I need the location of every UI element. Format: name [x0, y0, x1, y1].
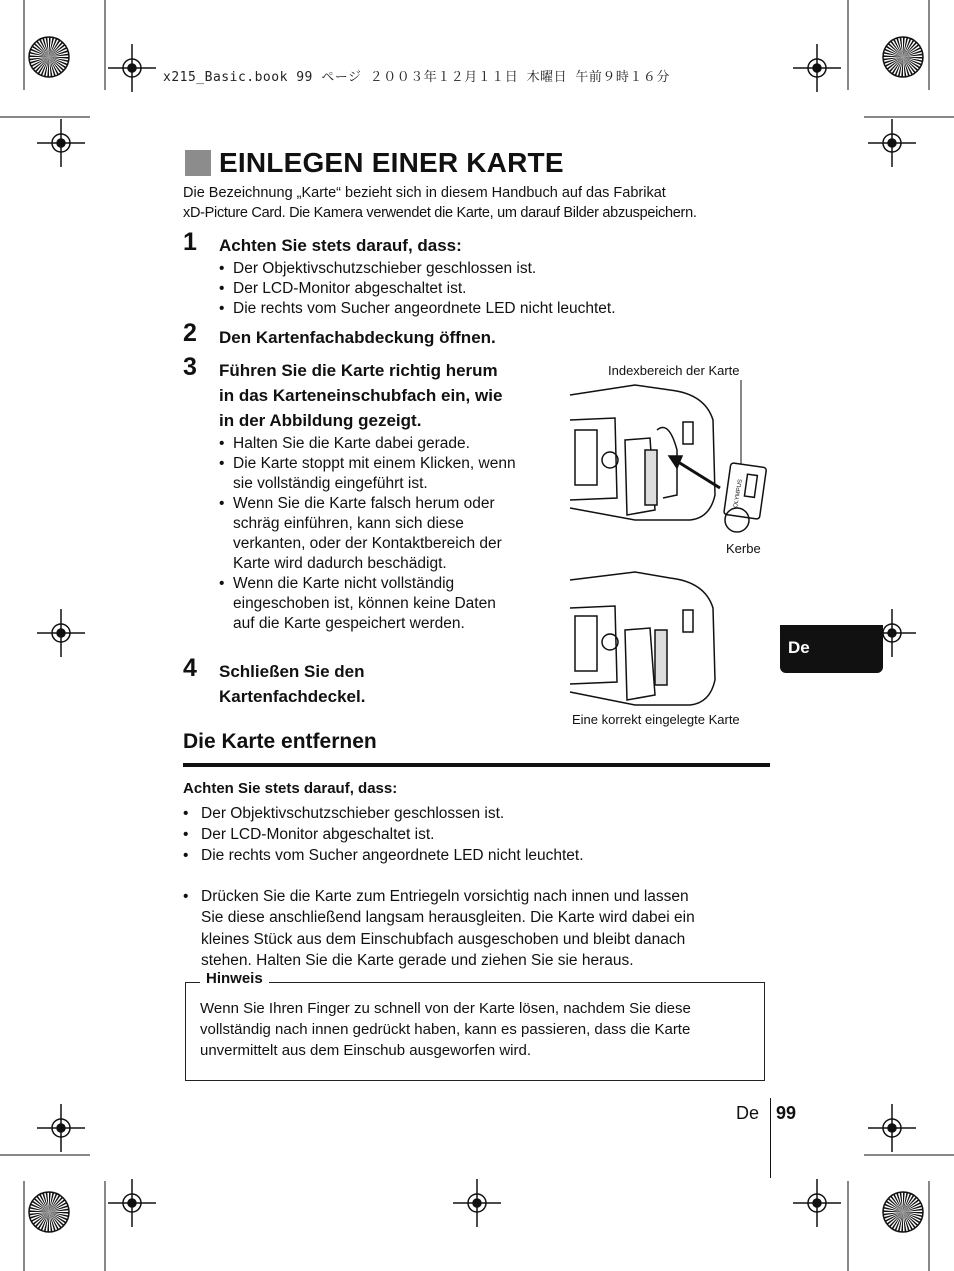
- starburst-registration-icon: [883, 37, 923, 77]
- step-text: [219, 659, 365, 709]
- intro-line: xD-Picture Card. Die Kamera verwendet die Karte, um darauf Bilder abzuspeichern.: [183, 205, 697, 221]
- title-square-icon: [185, 150, 211, 176]
- list-item: • Halten Sie die Karte dabei gerade.: [219, 434, 559, 454]
- step-text: [219, 358, 559, 433]
- list-item: • Wenn die Karte nicht vollständig eingeschoben ist, können keine Daten auf die Karte gespeichert werden.: [219, 574, 559, 634]
- step-number: 4: [183, 654, 197, 682]
- list-item: • Der Objektivschutzschieber geschlossen ist.: [183, 803, 743, 824]
- step-line: Kartenfachdeckel.: [219, 687, 366, 706]
- section-rule: [183, 763, 770, 767]
- step-number: 1: [183, 228, 197, 256]
- starburst-registration-icon: [883, 1192, 923, 1232]
- list-item: • Die Karte stoppt mit einem Klicken, wenn sie vollständig eingeführt ist.: [219, 454, 559, 494]
- list-item: • Der LCD-Monitor abgeschaltet ist.: [183, 824, 743, 845]
- list-item: • Der LCD-Monitor abgeschaltet ist.: [219, 279, 719, 299]
- figure-label-correct: Eine korrekt eingelegte Karte: [572, 712, 740, 727]
- figure-label-notch: Kerbe: [726, 541, 761, 556]
- step-line: in der Abbildung gezeigt.: [219, 411, 422, 430]
- step1-bullets: [219, 259, 719, 319]
- step3-bullets: [219, 434, 559, 634]
- page-title: [185, 147, 564, 179]
- list-item: • Der Objektivschutzschieber geschlossen ist.: [219, 259, 719, 279]
- list-item: • Die rechts vom Sucher angeordnete LED nicht leuchtet.: [183, 845, 743, 866]
- intro-text: [183, 183, 783, 223]
- intro-line: Die Bezeichnung „Karte“ bezieht sich in diesem Handbuch auf das Fabrikat: [183, 185, 666, 201]
- page-number: 99: [776, 1103, 797, 1123]
- figure-label-index: Indexbereich der Karte: [608, 363, 740, 378]
- section-heading: Die Karte entfernen: [183, 730, 377, 753]
- remove-bullets: [183, 803, 743, 866]
- print-header: x215_Basic.book 99 ページ ２００３年１２月１１日 木曜日 午前９時１６分: [163, 70, 670, 85]
- note-label: Hinweis: [200, 970, 269, 987]
- remove-press-instructions: [183, 886, 773, 971]
- page-title-text: EINLEGEN EINER KARTE: [219, 147, 564, 178]
- starburst-registration-icon: [29, 1192, 69, 1232]
- step-number: 2: [183, 319, 197, 347]
- footer-language: De: [736, 1103, 760, 1123]
- step-line: in das Karteneinschubfach ein, wie: [219, 386, 503, 405]
- language-tab: [780, 625, 883, 673]
- list-item: • Die rechts vom Sucher angeordnete LED nicht leuchtet.: [219, 299, 719, 319]
- list-item: • Drücken Sie die Karte zum Entriegeln vorsichtig nach innen und lassen Sie diese anschließend langsam herausgleiten. Die Karte wird dabei ein kleines Stück aus dem Einschubfach ausgeschoben und bleibt danach stehen. Halten Sie die Karte gerade und ziehen Sie sie heraus.: [183, 886, 773, 971]
- list-item: • Wenn Sie die Karte falsch herum oder schräg einführen, kann sich diese verkanten, oder der Kontaktbereich der Karte wird dadurch beschädigt.: [219, 494, 559, 574]
- starburst-registration-icon: [29, 37, 69, 77]
- footer-separator: [770, 1098, 771, 1178]
- note-text: Wenn Sie Ihren Finger zu schnell von der Karte lösen, nachdem Sie diese vollständig nach innen gedrückt haben, kann es passieren, dass die Karte unvermittelt aus dem Einschub ausgeworfen wird.: [200, 1000, 691, 1059]
- card-brand: OLYMPUS: [733, 478, 744, 509]
- language-tab-label: De: [788, 638, 810, 657]
- step-number: 3: [183, 353, 197, 381]
- step-line: Schließen Sie den: [219, 662, 365, 681]
- remove-lead: Achten Sie stets darauf, dass:: [183, 780, 398, 797]
- step-text: Den Kartenfachabdeckung öffnen.: [219, 328, 496, 347]
- step-line: Führen Sie die Karte richtig herum: [219, 361, 498, 380]
- step-text: Achten Sie stets darauf, dass:: [219, 236, 462, 255]
- camera-card-illustration: [565, 380, 780, 710]
